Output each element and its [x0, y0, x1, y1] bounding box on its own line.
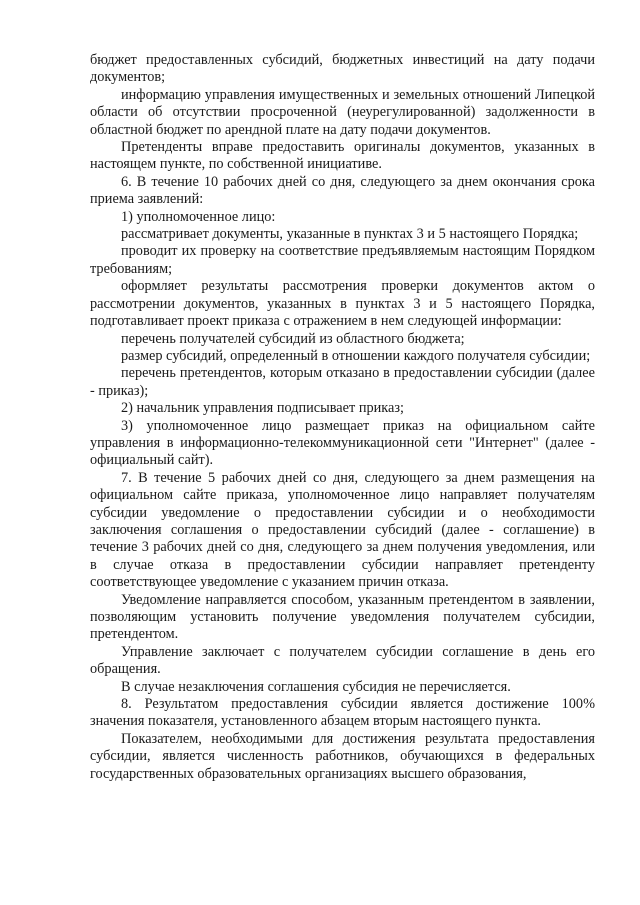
- paragraph: оформляет результаты рассмотрения проверки документов актом о рассмотрении документов, указанных в пунктах 3 и 5 настоящего Порядка, подготавливает проект приказа с отражением в нем следующей информации:: [90, 278, 595, 330]
- paragraph: 8. Результатом предоставления субсидии является достижение 100% значения показателя, установленного абзацем вторым настоящего пункта.: [90, 696, 595, 730]
- paragraph: Управление заключает с получателем субсидии соглашение в день его обращения.: [90, 643, 595, 678]
- paragraph: Претенденты вправе предоставить оригиналы документов, указанных в настоящем пункте, по собственной инициативе.: [90, 139, 595, 173]
- paragraph: 1) уполномоченное лицо:: [121, 208, 276, 225]
- paragraph: бюджет предоставленных субсидий, бюджетных инвестиций на дату подачи документов;: [90, 52, 595, 86]
- paragraph: Показателем, необходимыми для достижения результата предоставления субсидии, является численность работников, обучающихся в федеральных государственных образовательных организациях высшего образования,: [90, 730, 595, 782]
- paragraph: рассматривает документы, указанные в пунктах 3 и 5 настоящего Порядка;: [121, 226, 579, 243]
- paragraph: Уведомление направляется способом, указанным претендентом в заявлении, позволяющим установить получение уведомления получателем субсидии, претендентом.: [90, 591, 595, 643]
- paragraph: 6. В течение 10 рабочих дней со дня, следующего за днем окончания срока приема заявлений:: [90, 173, 595, 208]
- paragraph: В случае незаключения соглашения субсидия не перечисляется.: [121, 678, 511, 695]
- paragraph: информацию управления имущественных и земельных отношений Липецкой области об отсутствии просроченной (неурегулированной) задолженности в областной бюджет по арендной плате на дату подачи документов.: [90, 86, 595, 138]
- paragraph: 3) уполномоченное лицо размещает приказ на официальном сайте управления в информационно-телекоммуникационной сети "Интернет" (далее - официальный сайт).: [90, 417, 595, 469]
- paragraph: 2) начальник управления подписывает приказ;: [121, 400, 404, 417]
- paragraph: перечень получателей субсидий из областного бюджета;: [121, 330, 465, 347]
- paragraph: перечень претендентов, которым отказано в предоставлении субсидии (далее - приказ);: [90, 365, 595, 399]
- paragraph: 7. В течение 5 рабочих дней со дня, следующего за днем размещения на официальном сайте приказа, уполномоченное лицо направляет получателям субсидии уведомление о предоставлении субсидии и о необходимости заключения соглашения о предоставлении субсидий (далее - соглашение) в течение 3 рабочих дней со дня, следующего за днем получения уведомления, или в случае отказа в предоставлении субсидии направляет претенденту соответствующее уведомление с указанием причин отказа.: [90, 469, 595, 591]
- paragraph: размер субсидий, определенный в отношении каждого получателя субсидии;: [121, 347, 591, 364]
- document-page: [90, 52, 595, 783]
- paragraph: проводит их проверку на соответствие предъявляемым настоящим Порядком требованиям;: [90, 243, 595, 277]
